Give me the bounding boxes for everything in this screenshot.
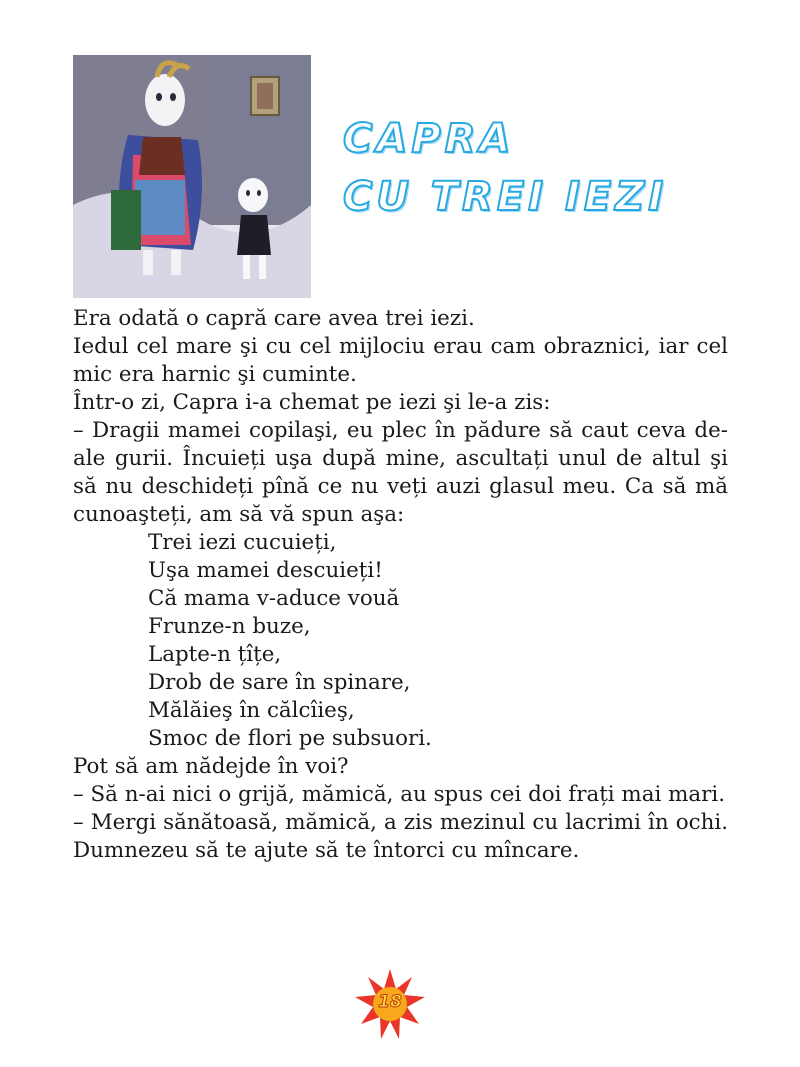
poem-line: Că mama v-aduce vouă xyxy=(148,586,400,611)
page-number: 18 xyxy=(378,992,402,1012)
paragraph: Într-o zi, Capra i-a chemat pe iezi şi le-a zis: xyxy=(73,390,551,415)
poem-line: Mălăieş în călcîieş, xyxy=(148,698,355,723)
page-number-badge xyxy=(355,969,425,1039)
paragraph: – Să n-ai nici o grijă, mămică, au spus cei doi frați mai mari. xyxy=(73,782,726,807)
poem-line: Frunze-n buze, xyxy=(148,614,311,639)
paragraph: Pot să am nădejde în voi? xyxy=(73,754,349,779)
poem-line: Uşa mamei descuieți! xyxy=(148,558,383,583)
paragraph: Era odată o capră care avea trei iezi. xyxy=(73,306,475,331)
paragraph: – Dragii mamei copilaşi, eu plec în pădure să caut ceva de-ale gurii. Încuieți uşa după mine, ascultați unul de altul şi să nu deschideți pînă ce nu veți auzi glasul meu. Ca să mă cunoaşteți, am să vă spun aşa: xyxy=(73,418,728,527)
story-text xyxy=(73,305,728,865)
story-title xyxy=(343,110,763,226)
title-line-1: CAPRA xyxy=(343,116,515,162)
goat-illustration xyxy=(73,55,311,298)
poem-line: Drob de sare în spinare, xyxy=(148,670,411,695)
poem-line: Trei iezi cucuieți, xyxy=(148,530,337,555)
poem-line: Smoc de flori pe subsuori. xyxy=(148,726,432,751)
paragraph: Iedul cel mare şi cu cel mijlociu erau cam obraznici, iar cel mic era harnic şi cuminte. xyxy=(73,334,728,387)
paragraph: – Mergi sănătoasă, mămică, a zis mezinul cu lacrimi în ochi. Dumnezeu să te ajute să te întorci cu mîncare. xyxy=(73,810,728,863)
poem-line: Lapte-n țîțe, xyxy=(148,642,282,667)
title-line-2: CU TREI IEZI xyxy=(343,174,668,220)
